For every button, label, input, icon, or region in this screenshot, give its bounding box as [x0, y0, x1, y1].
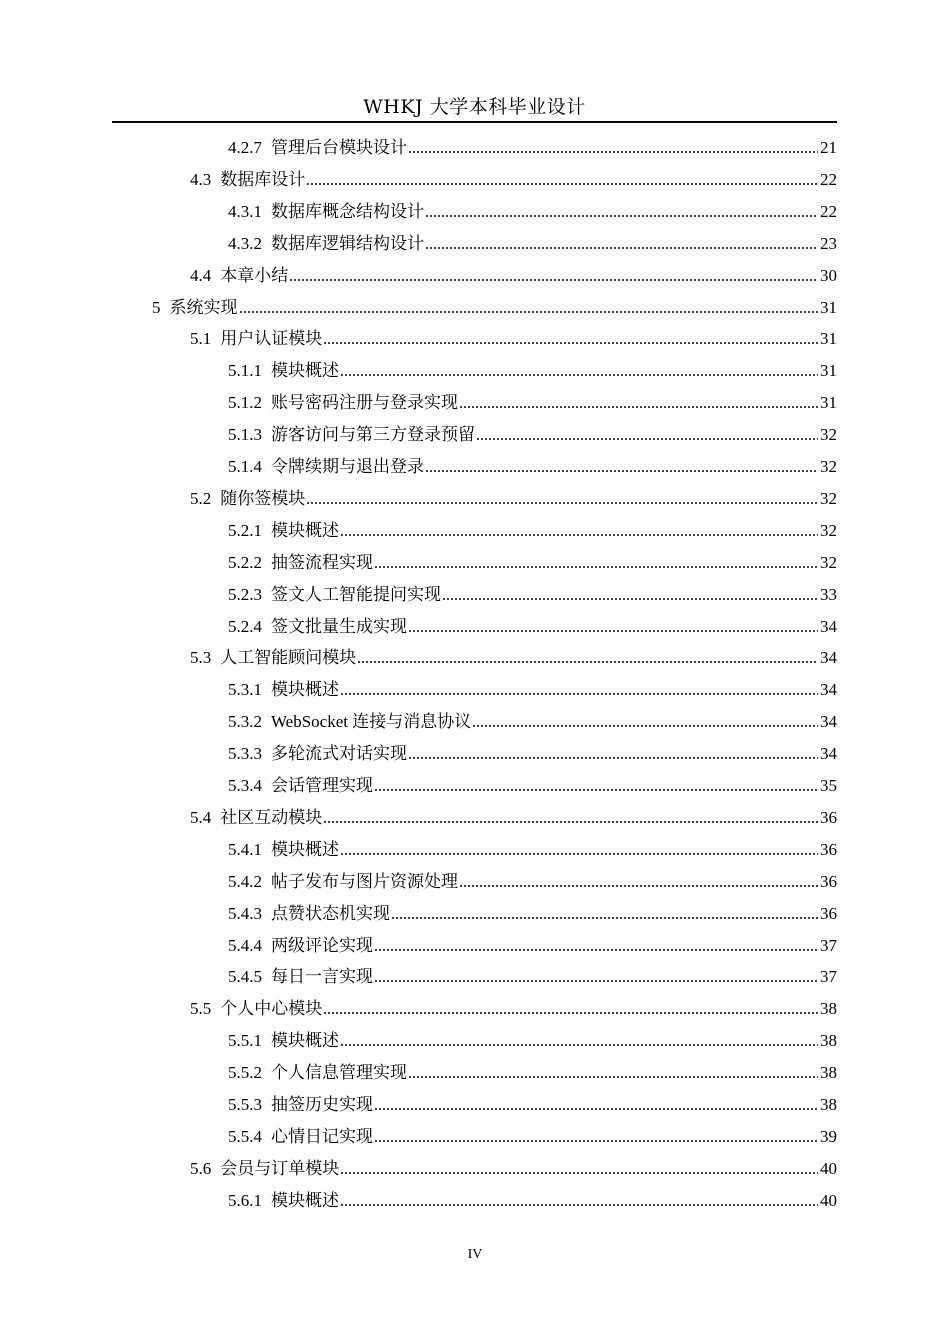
toc-entry[interactable]: [190, 640, 837, 668]
toc-entry-number: 5.1.3: [228, 425, 262, 445]
toc-entry-number: 4.3.2: [228, 233, 262, 253]
toc-entry[interactable]: [190, 321, 837, 349]
toc-entry-title: 社区互动模块: [220, 807, 323, 827]
toc-leader-dots: [459, 884, 818, 888]
toc-entry-title: 签文批量生成实现: [271, 616, 407, 636]
toc-entry-title: 模块概述: [271, 361, 339, 381]
toc-entry-page: 38: [820, 1095, 837, 1114]
toc-entry-title: 人工智能顾问模块: [220, 648, 357, 668]
toc-entry-title: 帖子发布与图片资源处理: [271, 871, 458, 891]
toc-entry-page: 36: [820, 839, 837, 859]
toc-leader-dots: [340, 373, 818, 377]
toc-leader-dots: [340, 1171, 818, 1175]
toc-entry-title: 抽签流程实现: [271, 552, 373, 572]
toc-entry[interactable]: [228, 736, 837, 764]
toc-entry-title: 模块概述: [271, 1031, 339, 1051]
toc-entry-page: 34: [820, 616, 837, 636]
toc-entry-title: 两级评论实现: [271, 935, 373, 955]
toc-entry[interactable]: [228, 545, 837, 573]
toc-entry-title: 会话管理实现: [271, 776, 373, 795]
toc-entry-page: 21: [820, 138, 837, 157]
toc-entry-page: 23: [820, 233, 837, 253]
toc-entry-page: 22: [820, 169, 837, 189]
toc-entry-number: 5.3: [190, 648, 212, 668]
toc-entry[interactable]: [228, 385, 837, 413]
toc-entry-number: 5.1: [190, 329, 212, 349]
toc-entry[interactable]: [190, 162, 837, 190]
toc-entry[interactable]: [228, 577, 837, 605]
toc-entry[interactable]: [228, 1119, 837, 1147]
toc-entry-page: 22: [820, 201, 837, 221]
toc-entry-page: 32: [820, 425, 837, 445]
toc-entry-page: 32: [820, 520, 837, 540]
toc-entry-number: 5.3.3: [228, 744, 262, 764]
toc-entry-title: 本章小结: [220, 265, 289, 285]
toc-entry[interactable]: [228, 353, 837, 381]
toc-entry-page: 36: [820, 871, 837, 891]
toc-entry[interactable]: [152, 290, 837, 318]
toc-entry-number: 4.3: [190, 169, 212, 189]
toc-leader-dots: [408, 150, 818, 154]
toc-leader-dots: [425, 214, 818, 218]
toc-entry-page: 34: [820, 648, 837, 668]
toc-entry-number: 5.4: [190, 807, 212, 827]
toc-leader-dots: [374, 948, 818, 952]
toc-entry[interactable]: [228, 130, 837, 158]
toc-entry-page: 38: [820, 1063, 837, 1083]
toc-entry[interactable]: [228, 864, 837, 892]
toc-entry-number: 5.1.2: [228, 393, 262, 413]
toc-entry-number: 4.3.1: [228, 201, 262, 221]
toc-entry-page: 37: [820, 967, 837, 987]
toc-entry-number: 5.5: [190, 999, 212, 1019]
toc-entry[interactable]: [228, 417, 837, 445]
toc-leader-dots: [391, 916, 818, 920]
toc-entry-page: 36: [820, 903, 837, 923]
toc-entry-title: 签文人工智能提问实现: [271, 584, 441, 604]
toc-leader-dots: [323, 341, 818, 345]
toc-entry[interactable]: [228, 1055, 837, 1083]
toc-entry-number: 5.3.4: [228, 776, 262, 795]
toc-entry-title: 模块概述: [271, 1190, 339, 1210]
toc-entry-title: 会员与订单模块: [220, 1158, 340, 1178]
toc-leader-dots: [442, 597, 818, 601]
toc-entry-title: 用户认证模块: [220, 329, 323, 349]
toc-leader-dots: [425, 469, 818, 473]
toc-entry-page: 38: [820, 1031, 837, 1051]
toc-entry-page: 37: [820, 935, 837, 955]
toc-leader-dots: [374, 1107, 818, 1111]
toc-entry-page: 34: [820, 744, 837, 764]
toc-entry-number: 4.2.7: [228, 138, 262, 157]
toc-entry-title: 点赞状态机实现: [271, 903, 390, 923]
toc-leader-dots: [408, 1075, 818, 1079]
toc-leader-dots: [374, 1139, 818, 1143]
toc-entry-page: 32: [820, 457, 837, 476]
toc-entry-title: 游客访问与第三方登录预留: [271, 425, 475, 445]
toc-entry-number: 5.2.2: [228, 552, 262, 572]
toc-entry[interactable]: [228, 928, 837, 956]
toc-leader-dots: [323, 820, 818, 824]
toc-entry[interactable]: [228, 609, 837, 637]
toc-entry-page: 36: [820, 807, 837, 827]
toc-entry[interactable]: [228, 1023, 837, 1051]
toc-entry[interactable]: [190, 800, 837, 828]
toc-entry-number: 5.1.1: [228, 361, 262, 381]
toc-entry-title: 随你签模块: [220, 488, 306, 508]
toc-entry-number: 5.4.4: [228, 935, 262, 955]
toc-leader-dots: [340, 1043, 818, 1047]
toc-entry-number: 5.2.4: [228, 616, 262, 636]
toc-leader-dots: [306, 501, 818, 505]
toc-entry-page: 40: [820, 1190, 837, 1210]
toc-leader-dots: [408, 756, 818, 760]
toc-entry[interactable]: [228, 449, 837, 477]
toc-entry-number: 5.2.1: [228, 520, 262, 540]
toc-entry-page: 33: [820, 584, 837, 604]
page-header-title: WHKJ 大学本科毕业设计: [363, 96, 586, 118]
toc-entry-title: 抽签历史实现: [271, 1095, 373, 1114]
toc-leader-dots: [289, 278, 818, 282]
toc-entry-number: 5.3.2: [228, 712, 262, 732]
toc-leader-dots: [323, 1011, 818, 1015]
toc-entry-number: 5.5.3: [228, 1095, 262, 1114]
toc-entry-number: 5.3.1: [228, 680, 262, 700]
toc-entry-title: 数据库逻辑结构设计: [271, 233, 424, 253]
toc-entry-number: 4.4: [190, 265, 212, 285]
toc-leader-dots: [472, 724, 818, 728]
toc-entry-title: 账号密码注册与登录实现: [271, 393, 458, 413]
toc-entry-title: 每日一言实现: [271, 967, 373, 987]
toc-entry-title: 数据库设计: [220, 169, 306, 189]
toc-leader-dots: [408, 629, 818, 633]
toc-entry-number: 5.5.4: [228, 1126, 262, 1146]
toc-leader-dots: [476, 437, 818, 441]
toc-entry[interactable]: [190, 1151, 837, 1179]
toc-entry[interactable]: [228, 672, 837, 700]
toc-entry-number: 5.4.5: [228, 967, 262, 987]
toc-entry-page: 39: [820, 1126, 837, 1146]
toc-entry[interactable]: [228, 226, 837, 254]
toc-entry-page: 31: [820, 329, 837, 349]
page-number: IV: [467, 1247, 483, 1262]
toc-entry-title: 模块概述: [271, 839, 339, 859]
toc-entry[interactable]: [190, 258, 837, 286]
toc-entry[interactable]: [228, 959, 837, 987]
header-rule: [112, 121, 837, 123]
toc-entry-number: 5.1.4: [228, 457, 262, 476]
toc-entry-page: 31: [820, 361, 837, 381]
toc-entry[interactable]: [228, 832, 837, 860]
toc-entry-title: 模块概述: [271, 680, 339, 700]
toc-entry-title: 个人中心模块: [220, 999, 323, 1019]
toc-entry[interactable]: [228, 1183, 837, 1211]
toc-entry-page: 31: [820, 297, 837, 317]
toc-leader-dots: [340, 533, 818, 537]
toc-entry-number: 5.6: [190, 1158, 212, 1178]
toc-entry-number: 5.4.1: [228, 839, 262, 859]
toc-leader-dots: [357, 660, 818, 664]
toc-entry[interactable]: [190, 991, 837, 1019]
toc-entry[interactable]: [228, 513, 837, 541]
toc-entry-title: 系统实现: [169, 297, 238, 317]
toc-leader-dots: [459, 405, 818, 409]
toc-entry-page: 34: [820, 712, 837, 732]
toc-entry-page: 30: [820, 265, 837, 285]
toc-entry-title: 模块概述: [271, 520, 339, 540]
toc-leader-dots: [425, 246, 818, 250]
toc-entry-number: 5.6.1: [228, 1190, 262, 1210]
toc-leader-dots: [374, 565, 818, 569]
toc-entry-page: 38: [820, 999, 837, 1019]
toc-leader-dots: [340, 852, 818, 856]
toc-leader-dots: [239, 310, 819, 314]
toc-entry-number: 5.2: [190, 488, 212, 508]
toc-entry-title: 心情日记实现: [271, 1126, 373, 1146]
toc-leader-dots: [306, 182, 818, 186]
toc-entry-title: WebSocket 连接与消息协议: [271, 712, 472, 732]
toc-entry[interactable]: [228, 768, 837, 796]
toc-leader-dots: [374, 788, 818, 792]
toc-entry-number: 5.5.2: [228, 1063, 262, 1083]
toc-entry-title: 数据库概念结构设计: [271, 201, 424, 221]
toc-entry[interactable]: [228, 1087, 837, 1115]
toc-entry-page: 34: [820, 680, 837, 700]
toc-leader-dots: [340, 1203, 818, 1207]
toc-leader-dots: [340, 692, 818, 696]
toc-entry[interactable]: [228, 194, 837, 222]
toc-entry[interactable]: [190, 481, 837, 509]
toc-entry-number: 5.4.2: [228, 871, 262, 891]
toc-entry-title: 个人信息管理实现: [271, 1063, 407, 1083]
toc-entry-page: 32: [820, 488, 837, 508]
toc-entry-number: 5: [152, 297, 161, 317]
toc-entry-page: 40: [820, 1158, 837, 1178]
toc-entry-number: 5.2.3: [228, 584, 262, 604]
toc-entry[interactable]: [228, 896, 837, 924]
toc-leader-dots: [374, 979, 818, 983]
toc-entry[interactable]: [228, 704, 837, 732]
toc-entry-title: 管理后台模块设计: [271, 138, 407, 157]
toc-entry-number: 5.5.1: [228, 1031, 262, 1051]
toc-entry-page: 32: [820, 552, 837, 572]
toc-entry-page: 35: [820, 776, 837, 795]
toc-entry-title: 多轮流式对话实现: [271, 744, 407, 764]
toc-entry-number: 5.4.3: [228, 903, 262, 923]
toc-entry-page: 31: [820, 393, 837, 413]
toc-entry-title: 令牌续期与退出登录: [271, 457, 424, 476]
